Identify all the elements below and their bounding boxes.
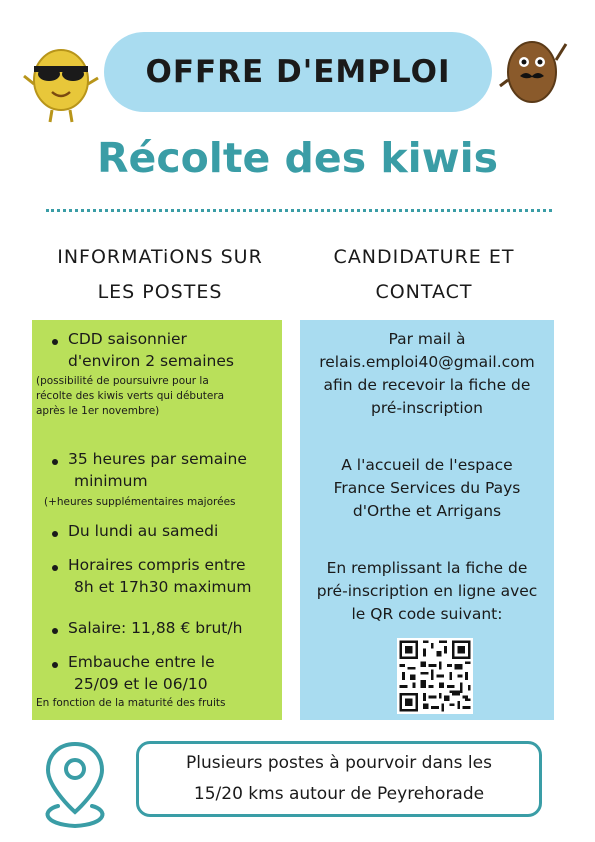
office-paragraph <box>300 454 554 523</box>
list-item-contract <box>32 328 282 419</box>
contract-line: d'environ 2 semaines <box>68 352 234 370</box>
bullet <box>52 565 58 571</box>
mail-line: afin de recevoir la fiche de <box>323 376 531 394</box>
list-item-hours <box>32 448 282 510</box>
bullet <box>52 531 58 537</box>
bullet <box>52 339 58 345</box>
list-item-hiring <box>32 651 282 711</box>
contract-note-line: (possibilité de poursuivre pour la <box>36 375 209 387</box>
office-line: France Services du Pays <box>333 479 521 497</box>
contact-heading-line: CANDIDATURE ET <box>333 246 515 268</box>
bullet <box>52 628 58 634</box>
list-item-days <box>32 520 282 542</box>
mail-line: Par mail à <box>388 330 466 348</box>
hours-line: minimum <box>74 472 148 490</box>
hiring-note: En fonction de la maturité des fruits <box>36 697 226 709</box>
contact-panel <box>300 320 554 720</box>
list-item-schedule <box>32 554 282 598</box>
qr-code-icon[interactable] <box>397 638 473 714</box>
hiring-line: Embauche entre le <box>68 653 215 671</box>
dotted-divider <box>46 209 552 212</box>
callout-line: 15/20 kms autour de Peyrehorade <box>193 784 485 804</box>
online-line: pré-inscription en ligne avec <box>316 582 538 600</box>
info-heading <box>30 240 290 310</box>
contract-line: CDD saisonnier <box>68 330 187 348</box>
hours-note: (+heures supplémentaires majorées <box>44 496 236 508</box>
kiwi-mustache-mascot-icon <box>498 30 570 110</box>
location-pin-icon <box>36 738 114 834</box>
hiring-line: 25/09 et le 06/10 <box>74 675 208 693</box>
contract-note-line: récolte des kiwis verts qui débutera <box>36 390 225 402</box>
info-heading-line: LES POSTES <box>97 281 223 303</box>
online-paragraph <box>300 557 554 626</box>
page-title: OFFRE D'EMPLOI <box>104 32 492 112</box>
schedule-line: Horaires compris entre <box>68 556 246 574</box>
info-heading-line: INFORMATiONS SUR <box>57 246 263 268</box>
callout-line: Plusieurs postes à pourvoir dans les <box>186 753 492 773</box>
contact-heading-line: CONTACT <box>375 281 473 303</box>
online-line: le QR code suivant: <box>351 605 503 623</box>
office-line: d'Orthe et Arrigans <box>352 502 502 520</box>
job-subtitle: Récolte des kiwis <box>96 134 499 182</box>
contract-note-line: après le 1er novembre) <box>36 405 160 417</box>
hours-line: 35 heures par semaine <box>68 450 247 468</box>
days-text: Du lundi au samedi <box>68 522 219 540</box>
list-item-salary <box>32 617 282 639</box>
email-address[interactable]: relais.emploi40@gmail.com <box>319 353 535 371</box>
schedule-line: 8h et 17h30 maximum <box>74 578 252 596</box>
contact-heading <box>296 240 552 310</box>
bullet <box>52 662 58 668</box>
mail-paragraph <box>300 328 554 420</box>
mail-line: pré-inscription <box>371 399 483 417</box>
office-line: A l'accueil de l'espace <box>341 456 513 474</box>
job-info-panel <box>32 320 282 720</box>
online-line: En remplissant la fiche de <box>326 559 528 577</box>
bullet <box>52 459 58 465</box>
kiwi-sunglasses-mascot-icon <box>22 36 100 124</box>
positions-callout <box>136 741 542 817</box>
salary-text: Salaire: 11,88 € brut/h <box>68 619 243 637</box>
